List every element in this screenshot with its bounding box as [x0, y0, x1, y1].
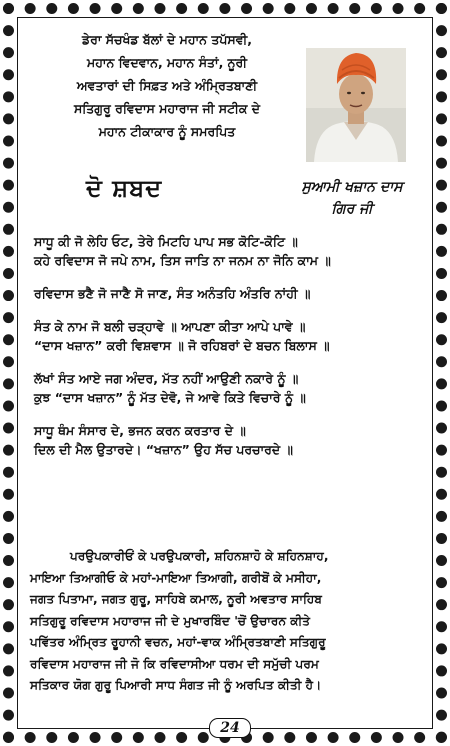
verse-line: ਕਹੇ ਰਵਿਦਾਸ ਜੋ ਜਪੇ ਨਾਮ, ਤਿਸ ਜਾਤਿ ਨਾ ਜਨਮ ਨਾ ਜੋਨਿ ਕਾਮ ॥: [34, 253, 331, 268]
verse-line: ਰਵਿਦਾਸ ਭਣੈ ਜੋ ਜਾਣੈ ਸੋ ਜਾਣ, ਸੰਤ ਅਨੰਤਹਿ ਅੰਤਰਿ ਨਾਂਹੀ ॥: [34, 286, 311, 301]
verses-section: [34, 232, 424, 473]
prose-line: ਸਤਿਕਾਰ ਯੋਗ ਗੁਰੂ ਪਿਆਰੀ ਸਾਧ ਸੰਗਤ ਜੀ ਨੂੰ ਅਰਪਿਤ ਕੀਤੀ ਹੈ।: [30, 678, 322, 692]
prose-line: ਪਰਉਪਕਾਰੀਓਂ ਕੇ ਪਰਉਪਕਾਰੀ, ਸ਼ਹਿਨਸ਼ਾਹੋ ਕੇ ਸ਼ਹਿਨਸ਼ਾਹ,: [70, 549, 329, 563]
prose-line: ਮਾਇਆ ਤਿਆਗੀਓ ਕੇ ਮਹਾਂ-ਮਾਇਆ ਤਿਆਗੀ, ਗਰੀਬੋਂ ਕੇ ਮਸੀਹਾ,: [30, 570, 322, 585]
prose-line: ਸਤਿਗੁਰੂ ਰਵਿਦਾਸ ਮਹਾਰਾਜ ਜੀ ਦੇ ਮੁਖਾਰਬਿੰਦ 'ਚੋਂ ਉਚਾਰਨ ਕੀਤੇ: [30, 613, 311, 628]
verse-line: ਦਿਲ ਦੀ ਮੈਲ ਉਤਾਰਦੇ। “ਖਜ਼ਾਨ” ਉਹ ਸੱਚ ਪਰਚਾਰਦੇ ॥: [34, 442, 293, 457]
verse-stanza: [34, 421, 424, 459]
portrait-photo: [306, 48, 406, 162]
verse-line: “ਦਾਸ ਖਜ਼ਾਨ” ਕਰੀ ਵਿਸ਼ਵਾਸ ॥ ਜੋ ਰਹਿਬਰਾਂ ਦੇ ਬਚਨ ਬਿਲਾਸ ॥: [34, 338, 330, 353]
prose-line: ਪਵਿੱਤਰ ਅੰਮ੍ਰਿਤ ਰੂਹਾਨੀ ਵਚਨ, ਮਹਾਂ-ਵਾਕ ਅੰਮ੍ਰਿਤਬਾਣੀ ਸਤਿਗੁਰੂ: [30, 635, 326, 649]
dedication-line: ਮਹਾਨ ਵਿਦਵਾਨ, ਮਹਾਨ ਸੰਤਾਂ, ਨੂਰੀ: [86, 55, 247, 70]
verse-line: ਕੁਝ “ਦਾਸ ਖਜ਼ਾਨ” ਨੂੰ ਮੱਤ ਦੇਵੋ, ਜੇ ਆਵੇ ਕਿਤੇ ਵਿਚਾਰੇ ਨੂੰ ॥: [34, 390, 306, 405]
prose-paragraph: [30, 546, 426, 697]
page-number: 24: [209, 718, 251, 738]
verse-stanza: [34, 284, 424, 303]
verse-stanza: [34, 317, 424, 355]
page-title: ਦੋ ਸ਼ਬਦ: [86, 174, 163, 202]
prose-line: ਰਵਿਦਾਸ ਮਹਾਰਾਜ ਜੀ ਜੋ ਕਿ ਰਵਿਦਾਸੀਆ ਧਰਮ ਦੀ ਸਮੁੱਚੀ ਪਰਮ: [30, 656, 319, 671]
verse-stanza: [34, 369, 424, 407]
author-name: [292, 176, 412, 220]
dedication-line: ਅਵਤਾਰਾਂ ਦੀ ਸਿਫ਼ਤ ਅਤੇ ਅੰਮ੍ਰਿਤਬਾਣੀ: [76, 78, 258, 93]
verse-line: ਸਾਧੂ ਥੰਮ ਸੰਸਾਰ ਦੇ, ਭਜਨ ਕਰਨ ਕਰਤਾਰ ਦੇ ॥: [34, 423, 246, 438]
author-line: ਸੁਆਮੀ ਖਜ਼ਾਨ ਦਾਸ: [301, 179, 403, 195]
prose-line: ਜਗਤ ਪਿਤਾਮਾ, ਜਗਤ ਗੁਰੂ, ਸਾਹਿਬੇ ਕਮਾਲ, ਨੂਰੀ ਅਵਤਾਰ ਸਾਹਿਬ: [30, 592, 323, 606]
verse-line: ਲੱਖਾਂ ਸੰਤ ਆਏ ਜਗ ਅੰਦਰ, ਮੱਤ ਨਹੀਂ ਆਉਣੀ ਨਕਾਰੇ ਨੂੰ ॥: [34, 371, 299, 386]
verse-line: ਸਾਧੂ ਕੀ ਜੋ ਲੇਹਿ ਓਟ, ਤੇਰੇ ਮਿਟਹਿ ਪਾਪ ਸਭ ਕੋਟਿ-ਕੋਟਿ ॥: [34, 234, 298, 249]
dedication-line: ਡੇਰਾ ਸੱਚਖੰਡ ਬੱਲਾਂ ਦੇ ਮਹਾਨ ਤਪੱਸਵੀ,: [81, 32, 253, 47]
author-line: ਗਿਰ ਜੀ: [331, 201, 373, 217]
dedication-line: ਸਤਿਗੁਰੂ ਰਵਿਦਾਸ ਮਹਾਰਾਜ ਜੀ ਸਟੀਕ ਦੇ: [73, 101, 261, 116]
verse-stanza: [34, 232, 424, 270]
dedication-line: ਮਹਾਨ ਟੀਕਾਕਾਰ ਨੂੰ ਸਮਰਪਿਤ: [98, 124, 236, 139]
verse-line: ਸੰਤ ਕੇ ਨਾਮ ਜੋ ਬਲੀ ਚੜ੍ਹਾਵੇ ॥ ਆਪਣਾ ਕੀਤਾ ਆਪੇ ਪਾਵੇ ॥: [34, 319, 306, 334]
dedication-text: [22, 28, 312, 143]
